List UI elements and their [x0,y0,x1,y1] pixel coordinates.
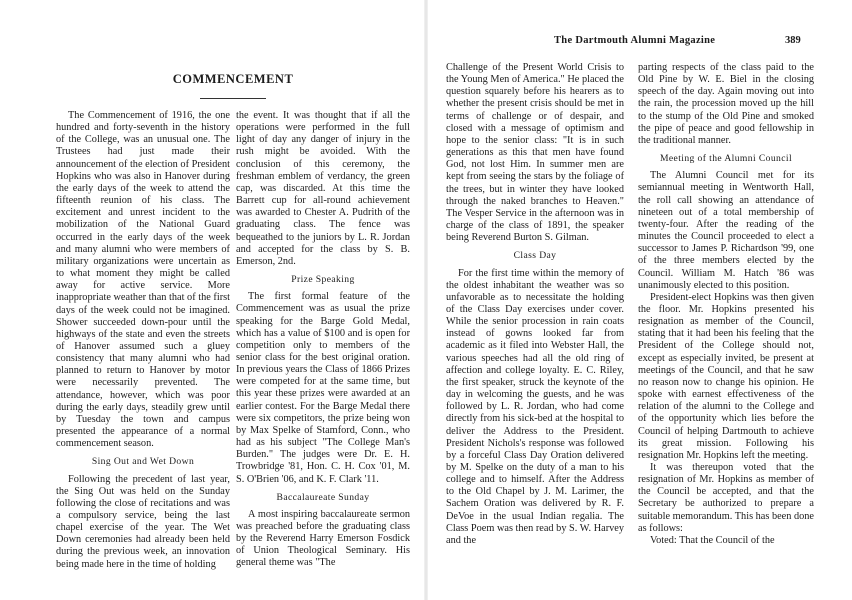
page-number: 389 [785,35,801,46]
subhead-sing-out: Sing Out and Wet Down [91,456,195,468]
paragraph-sing-out: Following the precedent of last year, the Sing Out was held on the Sunday following the close of recitations and was a compulsory service, being the last chapel exercise of the year. The Wet Down ceremonies had already been held during the previous week, an innovation being made here in the time of holding [56,473,230,570]
article-title: COMMENCEMENT [172,72,294,86]
column-4 [638,62,814,547]
subhead-class-day: Class Day [513,250,557,262]
paragraph-continued: the event. It was thought that if all the operations were performed in the full light of day any danger of injury in the rush might be avoided. With the conclusion of this ceremony, the freshman emblem of verdancy, the green cap, was discarded. At this time the Barrett cup for all-round achievement was awarded to Chester A. Pudrith of the graduating class. The fence was bequeathed to the juniors by L. R. Jordan and accepted for the class by S. B. Emerson, 2nd. [236,110,410,267]
running-header: The Dartmouth Alumni Magazine [554,35,716,46]
subhead-alumni-council: Meeting of the Alumni Council [659,153,793,165]
subhead-baccalaureate: Baccalaureate Sunday [276,491,370,503]
right-page [426,0,852,600]
column-1 [56,110,230,571]
paragraph-voted: Voted: That the Council of the [650,534,775,546]
column-2 [236,110,410,570]
paragraph-resignation: It was thereupon voted that the resignation of Mr. Hopkins as member of the Council be accepted, and that the Secretary be authorized to prepare a suitable memorandum. This has been done as follows: [638,462,814,534]
title-rule [200,98,266,99]
paragraph-sermon-continued: Challenge of the Present World Crisis to the Young Men of America." He placed the question squarely before his hearers as to whether the present crisis should be met in terms of challenge or of despair, and closed with a message of optimism and hope to the senior class: "It is in such generations as this that men have found God, not lost Him. In summer men are kept from seeing the stars by the foliage of the trees, but in winter they have looked through the naked branches to Heaven." The Vesper Service in the afternoon was in charge of the class of 1891, the speaker being Reverend Burton S. Gilman. [446,62,624,244]
paragraph-class-day: For the first time within the memory of the oldest inhabitant the weather was so unfavorable as to necessitate the holding of the Class Day exercises under cover. While the senior procession in rain coats instead of gowns looked far from academic as it filed into Webster Hall, the various speeches had all the old ring of affection and college loyalty. E. C. Riley, the first speaker, struck the keynote of the day in welcoming the guests, and he was followed by L. R. Jordan, who had come directly from his sick-bed at the hospital to deliver the Address to the President. President Nichols's response was followed by a forceful Class Day Oration delivered by M. Spelke on the duty of a man to his college and to himself. After the Address to the Old Chapel by J. M. Larimer, the Sachem Oration was delivered by R. F. DeVoe in the usual Indian regalia. The Class Poem was then read by S. W. Harvey and the [446,267,624,546]
paragraph-class-day-continued: parting respects of the class paid to the Old Pine by W. E. Biel in the closing speech of the day. Again moving out into the rain, the procession moved up the hill to the stump of the Old Pine and smoked the pipe of peace and good fellowship in the traditional manner. [638,62,814,146]
subhead-prize-speaking: Prize Speaking [291,274,355,286]
paragraph-hopkins: President-elect Hopkins was then given the floor. Mr. Hopkins presented his resignation as member of the Council, stating that it had been his feeling that the President of the College should not, except as especially invited, be present at meetings of the Council, and that he saw no reason now to change his opinion. He spoke with earnest effectiveness of the relation of the alumni to the College and of the opportunity which lies before the Council of helping Dartmouth to achieve its great mission. Following his resignation Mr. Hopkins left the meeting. [638,291,814,461]
paragraph-prize-speaking: The first formal feature of the Commencement was as usual the prize speaking for the Barge Gold Medal, which has a value of $100 and is open for competition only to members of the senior class for the best original oration. In previous years the Class of 1866 Prizes were competed for at the same time, but this year these prizes were awarded at an earlier contest. For the Barge Medal there were six competitors, the prize being won by Max Spelke of Stamford, Conn., who had as his subject "The College Man's Burden." The judges were Dr. E. H. Trowbridge '81, Hon. C. H. Cox '01, M. S. O'Brien '06, and K. F. Clark '11. [236,291,410,485]
paragraph-baccalaureate: A most inspiring baccalaureate sermon was preached before the graduating class by the Reverend Harry Emerson Fosdick of Union Theological Seminary. His general theme was "The [236,508,410,569]
paragraph-council-meeting: The Alumni Council met for its semiannual meeting in Wentworth Hall, the roll call showing an attendance of nineteen out of a total membership of twenty-four. After the reading of the minutes the Council proceeded to elect a successor to James P. Richardson '99, one of the three members elected by the Council. William M. Hatch '86 was unanimously elected to this position. [638,170,814,291]
column-3 [446,62,624,547]
paragraph-opening: The Commencement of 1916, the one hundred and forty-seventh in the history of the College, was an unusual one. The Trustees had just made their announcement of the election of President Hopkins who was also in Hanover during the early days of the week to attend the fifteenth reunion of his class. The excitement and unrest incident to the mobilization of the National Guard occurred in the early days of the week and many alumni who were members of military organizations were uncertain as to what moment they might be called away for active service. More inappropriate weather than that of the first days of the week could not be imagined. Shower succeeded down-pour until the highways of the state and even the streets of Hanover assumed such a gluey consistency that many alumni who had planned to return to Hanover by motor were necessarily prevented. The attendance, however, which was poor during the early days, steadily grew until by Tuesday the town and campus presented the appearance of a normal commencement season. [56,110,230,450]
